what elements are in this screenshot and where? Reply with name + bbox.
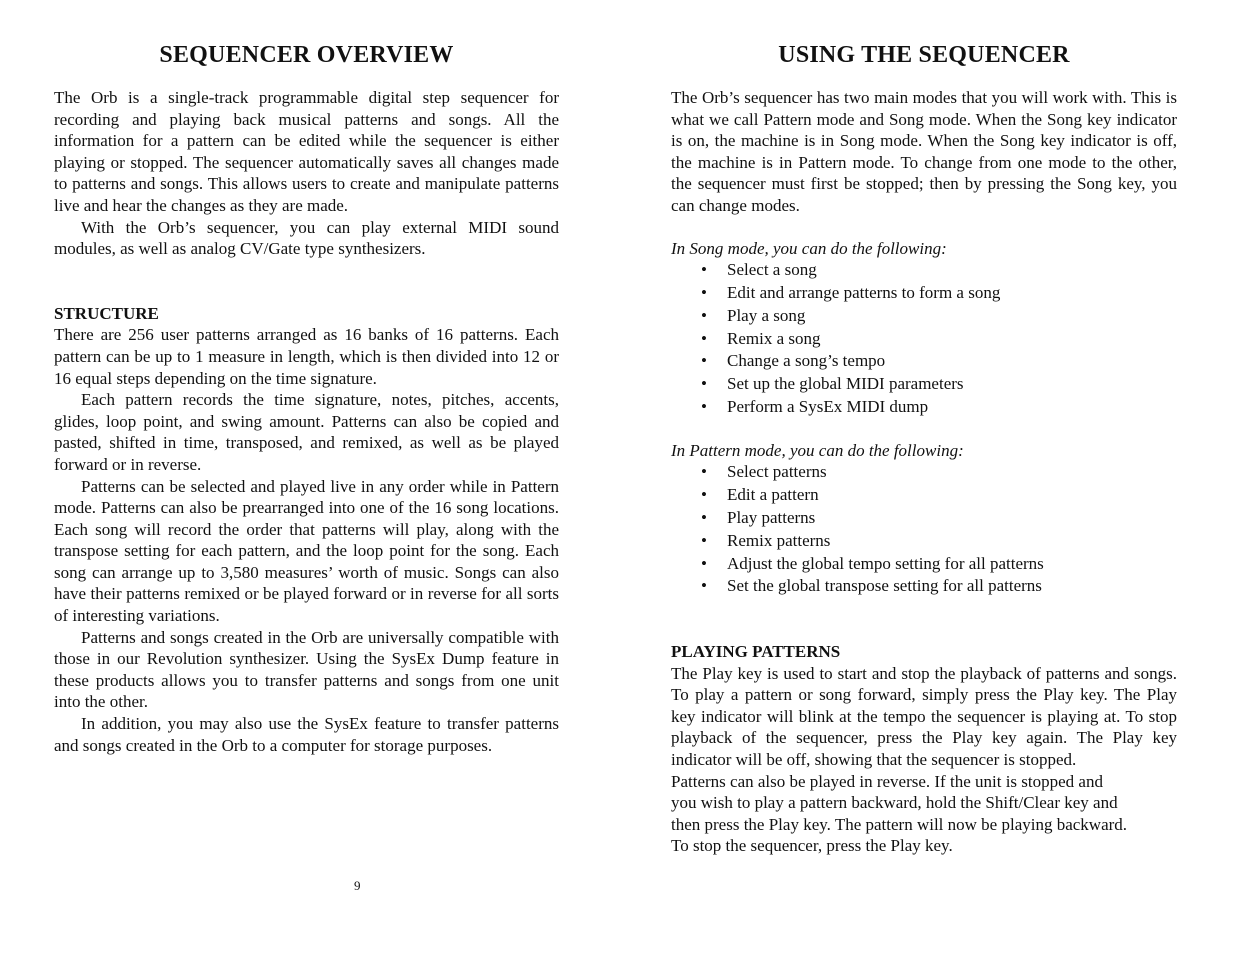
reverse-play-line: you wish to play a pattern backward, hold the Shift/Clear key and bbox=[671, 793, 1118, 813]
right-page-title: USING THE SEQUENCER bbox=[778, 42, 1070, 68]
reverse-play-line: then press the Play key. The pattern will now be playing backward. bbox=[671, 814, 1128, 834]
list-item: • Edit and arrange patterns to form a song bbox=[671, 282, 1177, 305]
list-item: • Remix patterns bbox=[671, 530, 1177, 553]
list-item: • Adjust the global tempo setting for all patterns bbox=[671, 553, 1177, 576]
right-page-body bbox=[671, 87, 1177, 857]
list-item: • Select a song bbox=[671, 259, 1177, 282]
song-mode-list bbox=[671, 259, 1177, 419]
structure-heading: STRUCTURE bbox=[54, 303, 159, 323]
structure-paragraph: Each pattern records the time signature, notes, pitches, accents, glides, loop point, and swing amount. Patterns can also be copied and pasted, shifted in time, transposed, and remixed, as well as be played forward or in reverse. bbox=[54, 390, 559, 474]
left-page-title: SEQUENCER OVERVIEW bbox=[159, 42, 454, 68]
reverse-play-line: To stop the sequencer, press the Play key. bbox=[671, 836, 953, 856]
list-item: • Play patterns bbox=[671, 507, 1177, 530]
playing-paragraph: The Play key is used to start and stop the playback of patterns and songs. To play a pattern or song forward, simply press the Play key. The Play key indicator will blink at the tempo the sequencer is playing at. To stop playback of the sequencer, press the Play key again. The Play key indicator will be off, showing that the sequencer is stopped. bbox=[671, 663, 1177, 770]
left-page-body bbox=[54, 87, 559, 756]
structure-paragraph: There are 256 user patterns arranged as 16 banks of 16 patterns. Each pattern can be up to 1 measure in length, which is then divided into 12 or 16 equal steps depending on the time signature. bbox=[54, 325, 559, 388]
list-item: • Edit a pattern bbox=[671, 484, 1177, 507]
pattern-mode-list bbox=[671, 461, 1177, 598]
list-item: • Play a song bbox=[671, 305, 1177, 328]
pattern-mode-label: In Pattern mode, you can do the following: bbox=[671, 440, 964, 460]
list-item: • Set the global transpose setting for all patterns bbox=[671, 575, 1177, 598]
modes-intro-paragraph: The Orb’s sequencer has two main modes that you will work with. This is what we call Pattern mode and Song mode. When the Song key indicator is on, the machine is in Song mode. When the Song key indicator is off, the machine is in Pattern mode. To change from one mode to the other, the sequencer must first be stopped; then by pressing the Song key, you can change modes. bbox=[671, 88, 1177, 215]
list-item: • Remix a song bbox=[671, 328, 1177, 351]
list-item: • Perform a SysEx MIDI dump bbox=[671, 396, 1177, 419]
list-item: • Select patterns bbox=[671, 461, 1177, 484]
list-item: • Change a song’s tempo bbox=[671, 350, 1177, 373]
playing-patterns-heading: PLAYING PATTERNS bbox=[671, 642, 841, 662]
intro-paragraph: With the Orb’s sequencer, you can play external MIDI sound modules, as well as analog CV/Gate type synthesizers. bbox=[54, 217, 559, 259]
song-mode-label: In Song mode, you can do the following: bbox=[671, 238, 947, 258]
structure-paragraph: Patterns and songs created in the Orb are universally compatible with those in our Revolution synthesizer. Using the SysEx Dump feature in these products allows you to transfer patterns and songs from one unit into the other. bbox=[54, 627, 559, 712]
page-number: 9 bbox=[354, 878, 361, 893]
reverse-play-line: Patterns can also be played in reverse. If the unit is stopped and bbox=[671, 771, 1103, 791]
structure-paragraph: In addition, you may also use the SysEx feature to transfer patterns and songs created in the Orb to a computer for storage purposes. bbox=[54, 714, 559, 755]
intro-paragraph: The Orb is a single-track programmable digital step sequencer for recording and playing back musical patterns and songs. All the information for a pattern can be edited while the sequencer is either playing or stopped. The sequencer automatically saves all changes made to patterns and songs. This allows users to create and manipulate patterns live and hear the changes as they are made. bbox=[54, 88, 559, 215]
list-item: • Set up the global MIDI parameters bbox=[671, 373, 1177, 396]
structure-paragraph: Patterns can be selected and played live in any order while in Pattern mode. Patterns can also be prearranged into one of the 16 song locations. Each song will record the order that patterns will play, along with the transpose setting for each pattern, and the loop point for the song. Each song can arrange up to 3,580 measures’ worth of music. Songs can also have their patterns remixed or be played forward or in reverse for all sorts of interesting variations. bbox=[54, 476, 559, 626]
